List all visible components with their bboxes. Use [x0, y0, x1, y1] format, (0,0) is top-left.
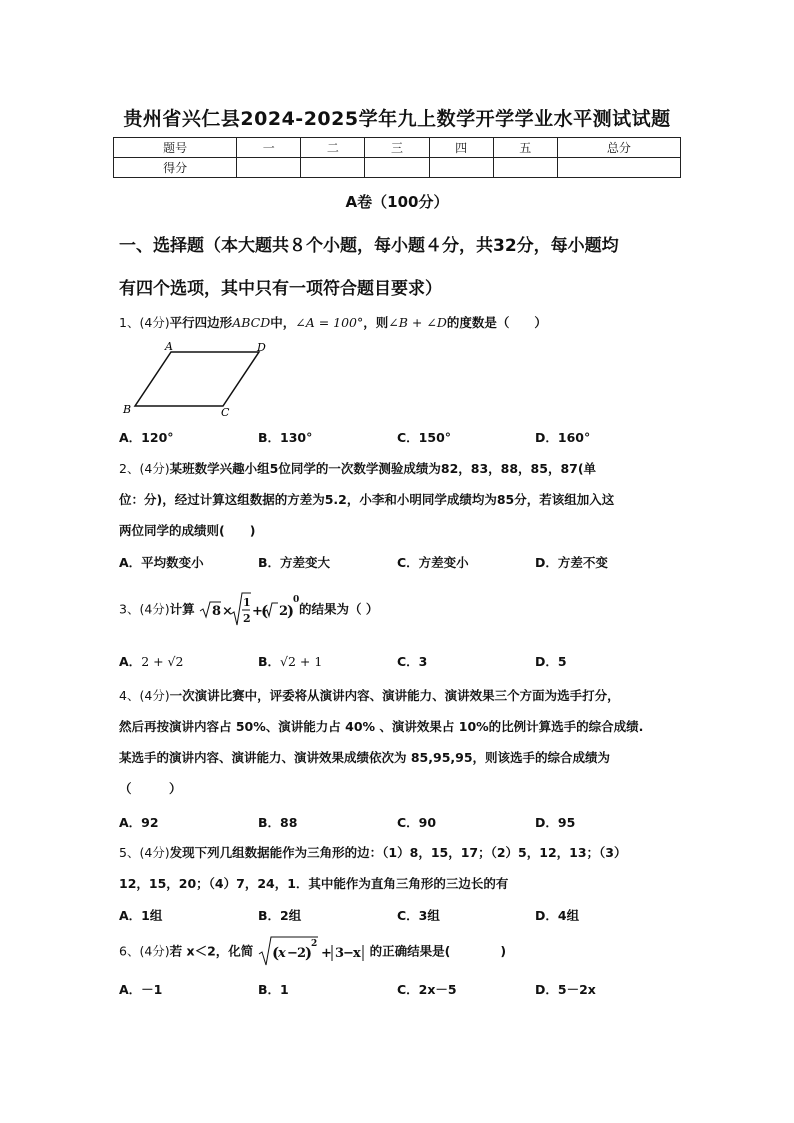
question-line: 位：分)，经过计算这组数据的方差为5.2，小李和小明同学成绩均为85分，若该组加入这: [119, 492, 615, 507]
parallelogram-figure: [119, 338, 279, 423]
question-6: [119, 934, 684, 970]
option-c[interactable]: C．3组: [397, 908, 440, 923]
question-text: 平行四边形: [169, 315, 233, 330]
option-d[interactable]: D．5－2x: [535, 982, 596, 997]
question-number: 1、(4分): [119, 315, 170, 330]
formula-tail: [279, 590, 299, 630]
svg-text:0: 0: [293, 595, 300, 605]
option-math: √2 + 1: [280, 654, 323, 669]
option-c[interactable]: C．2x－5: [397, 982, 457, 997]
option-d[interactable]: D．5: [535, 654, 567, 669]
score-cell[interactable]: [557, 158, 680, 178]
question-5: [119, 837, 684, 899]
question-text: 计算: [169, 601, 195, 617]
score-header-cell: 五: [493, 138, 557, 158]
question-4: [119, 680, 684, 804]
score-cell[interactable]: [237, 158, 301, 178]
option-d[interactable]: D．160°: [535, 430, 591, 445]
svg-text:+: +: [252, 604, 263, 619]
score-header-cell: 一: [237, 138, 301, 158]
score-header-cell: 四: [429, 138, 493, 158]
svg-text:2: 2: [243, 612, 251, 625]
option-b[interactable]: B．方差变大: [258, 555, 331, 570]
question-line: [119, 837, 684, 868]
math-expression: ∠B + ∠D: [388, 315, 447, 330]
question-4-options: [119, 813, 689, 833]
option-math: 2 + √2: [141, 654, 184, 669]
option-a[interactable]: A．－1: [119, 982, 163, 997]
question-1-options: [119, 428, 689, 448]
svg-text:(: (: [261, 602, 269, 620]
volume-heading: A卷（100分）: [345, 193, 449, 211]
question-text: 中，: [270, 315, 296, 330]
option-letter: A．: [119, 654, 142, 669]
option-b[interactable]: B．2组: [258, 908, 302, 923]
option-a[interactable]: A．1组: [119, 908, 163, 923]
section-heading-line2: 有四个选项，其中只有一项符合题目要求）: [119, 279, 442, 299]
question-text: 的正确结果是( ): [369, 943, 507, 959]
option-c[interactable]: C．方差变小: [397, 555, 469, 570]
svg-text:−: −: [342, 946, 354, 961]
vertex-label-a: A: [165, 340, 173, 353]
math-expression: ABCD: [232, 315, 271, 330]
question-line: 然后再按演讲内容占 50%、演讲能力占 40% 、演讲效果占 10%的比例计算选手的综合成绩.: [119, 719, 644, 734]
formula-sqrt-x-minus-2-squared-plus-abs-3-minus-x: [258, 934, 370, 970]
svg-text:2: 2: [279, 604, 289, 619]
option-a[interactable]: [119, 652, 183, 670]
formula-sqrt8-times-sqrt-half-plus-sqrt2-power0: [199, 590, 279, 630]
svg-text:×: ×: [222, 604, 233, 619]
question-number: 5、(4分): [119, 845, 170, 860]
svg-text:+: +: [320, 946, 332, 961]
question-line: [119, 680, 684, 711]
question-text: 一次演讲比赛中，评委将从演讲内容、演讲能力、演讲效果三个方面为选手打分，: [169, 688, 620, 703]
score-table-score-row: [114, 158, 681, 178]
parallelogram-shape: [135, 352, 259, 406]
svg-text:2: 2: [296, 946, 306, 961]
question-number: 3、(4分): [119, 601, 170, 617]
vertex-label-c: C: [221, 406, 230, 419]
question-2-options: [119, 553, 689, 573]
score-cell[interactable]: [365, 158, 429, 178]
option-letter: B．: [258, 654, 281, 669]
question-text: 若 x＜2，化简: [169, 943, 254, 959]
vertex-label-b: B: [123, 403, 132, 416]
option-b[interactable]: B．1: [258, 982, 289, 997]
svg-text:3: 3: [334, 946, 344, 961]
option-a[interactable]: A．平均数变小: [119, 555, 204, 570]
question-3-options: [119, 652, 689, 672]
option-a[interactable]: A．92: [119, 815, 159, 830]
option-c[interactable]: C．150°: [397, 430, 452, 445]
question-line: [119, 453, 684, 484]
question-text: ，则: [363, 315, 389, 330]
question-line: 某选手的演讲内容、演讲能力、演讲效果成绩依次为 85,95,95，则该选手的综合成绩为: [119, 750, 611, 765]
question-text: 的结果为（ ）: [299, 601, 379, 617]
svg-text:1: 1: [243, 596, 251, 609]
option-b[interactable]: [258, 652, 322, 670]
score-row-label: 得分: [114, 158, 237, 178]
svg-text:8: 8: [212, 604, 222, 619]
svg-text:(: (: [271, 944, 279, 962]
math-expression: ∠A = 100°: [295, 315, 364, 330]
score-cell[interactable]: [301, 158, 365, 178]
option-d[interactable]: D．方差不变: [535, 555, 608, 570]
question-number: 6、(4分): [119, 943, 170, 959]
score-cell[interactable]: [493, 158, 557, 178]
question-3: [119, 590, 684, 630]
page-title: 贵州省兴仁县2024-2025学年九上数学开学学业水平测试试题: [123, 108, 671, 130]
svg-text:−: −: [286, 946, 298, 961]
question-number: 2、(4分): [119, 461, 170, 476]
option-d[interactable]: D．95: [535, 815, 576, 830]
svg-text:2: 2: [310, 939, 317, 949]
question-2: [119, 453, 684, 546]
score-header-cell: 二: [301, 138, 365, 158]
question-line: 12，15，20；（4）7，24，1．其中能作为直角三角形的三边长的有: [119, 876, 509, 891]
option-c[interactable]: C．90: [397, 815, 437, 830]
score-table: [113, 137, 681, 178]
svg-text:): ): [304, 944, 312, 962]
score-header-cell: 题号: [114, 138, 237, 158]
svg-text:x: x: [352, 946, 361, 961]
question-number: 4、(4分): [119, 688, 170, 703]
section-heading-line1: 一、选择题（本大题共８个小题，每小题４分，共32分，每小题均: [119, 236, 619, 256]
question-line: 两位同学的成绩则( ): [119, 523, 256, 538]
score-header-cell: 三: [365, 138, 429, 158]
option-b[interactable]: B．130°: [258, 430, 313, 445]
option-d[interactable]: D．4组: [535, 908, 580, 923]
question-5-options: [119, 906, 689, 926]
question-text: 的度数是（ ）: [446, 315, 547, 330]
option-a[interactable]: A．120°: [119, 430, 174, 445]
question-text: 某班数学兴趣小组5位同学的一次数学测验成绩为82，83，88，85，87(单: [169, 461, 597, 476]
question-text: 发现下列几组数据能作为三角形的边：（1）8，15，17；（2）5，12，13；（3）: [169, 845, 627, 860]
svg-text:): ): [287, 602, 295, 620]
svg-text:x: x: [277, 946, 286, 961]
option-c[interactable]: C．3: [397, 654, 428, 669]
score-cell[interactable]: [429, 158, 493, 178]
question-1: [119, 307, 684, 338]
question-line: （ ）: [119, 781, 182, 796]
score-table-header-row: [114, 138, 681, 158]
vertex-label-d: D: [257, 341, 266, 354]
option-b[interactable]: B．88: [258, 815, 298, 830]
question-6-options: [119, 980, 689, 1000]
score-header-cell: 总分: [557, 138, 680, 158]
